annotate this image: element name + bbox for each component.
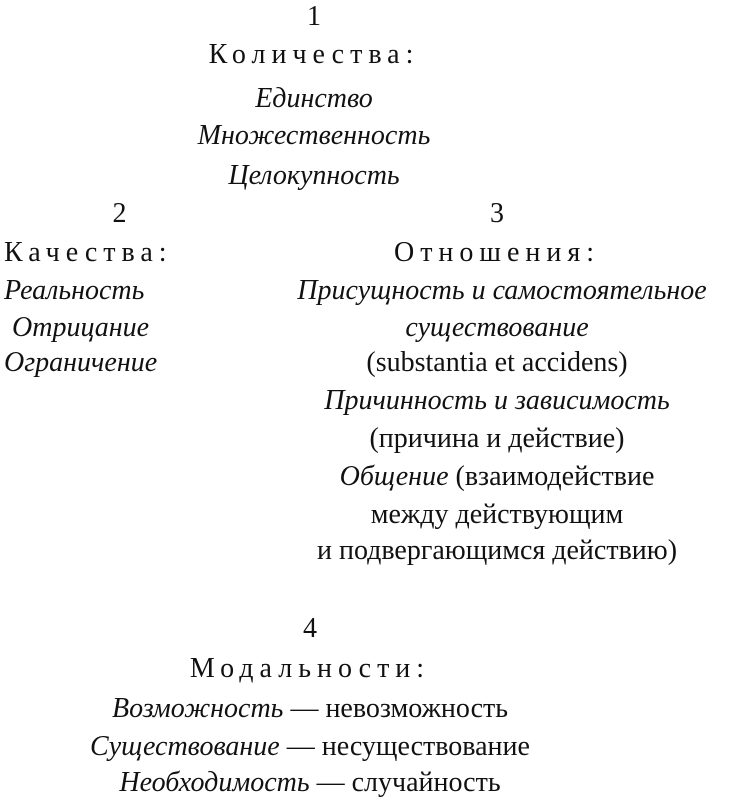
modality-pair-possibility [0,692,620,726]
quantity-heading: Количества: [208,39,420,70]
modality-dash: — [279,731,322,762]
relation-community [253,460,741,494]
quantity-number: 1 [307,1,321,32]
relation-community-term: Общение [339,461,449,492]
quantity-item-totality: Целокупность [228,160,400,191]
relation-inherence-line-2: существование [405,312,589,343]
quantity-item-unity: Единство [255,83,373,114]
relation-inherence-line-1: Присущность и самостоятельное [297,275,707,306]
relation-community-note-3: и подвергающимся действию) [316,535,678,566]
quantity-item-plurality: Множественность [197,120,431,151]
relation-inherence-note: (substantia et accidens) [366,347,628,378]
modality-opposite: случайность [351,767,501,798]
modality-dash: — [283,693,326,724]
modality-term: Возможность [111,693,284,724]
quality-item-limitation: Ограничение [4,347,158,378]
relation-community-note-2: между действующим [370,499,624,530]
modality-opposite: несуществование [321,731,530,762]
modality-term: Необходимость [119,767,310,798]
quality-number: 2 [112,198,127,229]
relation-number: 3 [490,198,504,229]
modality-number: 4 [303,613,317,644]
modality-term: Существование [90,731,280,762]
relation-heading: Отношения: [393,237,601,268]
quality-heading: Качества: [4,237,173,268]
relation-causality-note: (причина и действие) [369,423,625,454]
relation-community-note-1: (взаимодействие [455,461,655,492]
modality-pair-necessity [0,766,620,800]
modality-pair-existence [0,730,620,764]
modality-opposite: невозможность [325,693,509,724]
quality-item-reality: Реальность [4,275,145,306]
modality-dash: — [309,767,352,798]
quality-item-negation: Отрицание [12,312,150,343]
modality-heading: Модальности: [189,653,431,684]
relation-causality: Причинность и зависимость [324,385,670,416]
